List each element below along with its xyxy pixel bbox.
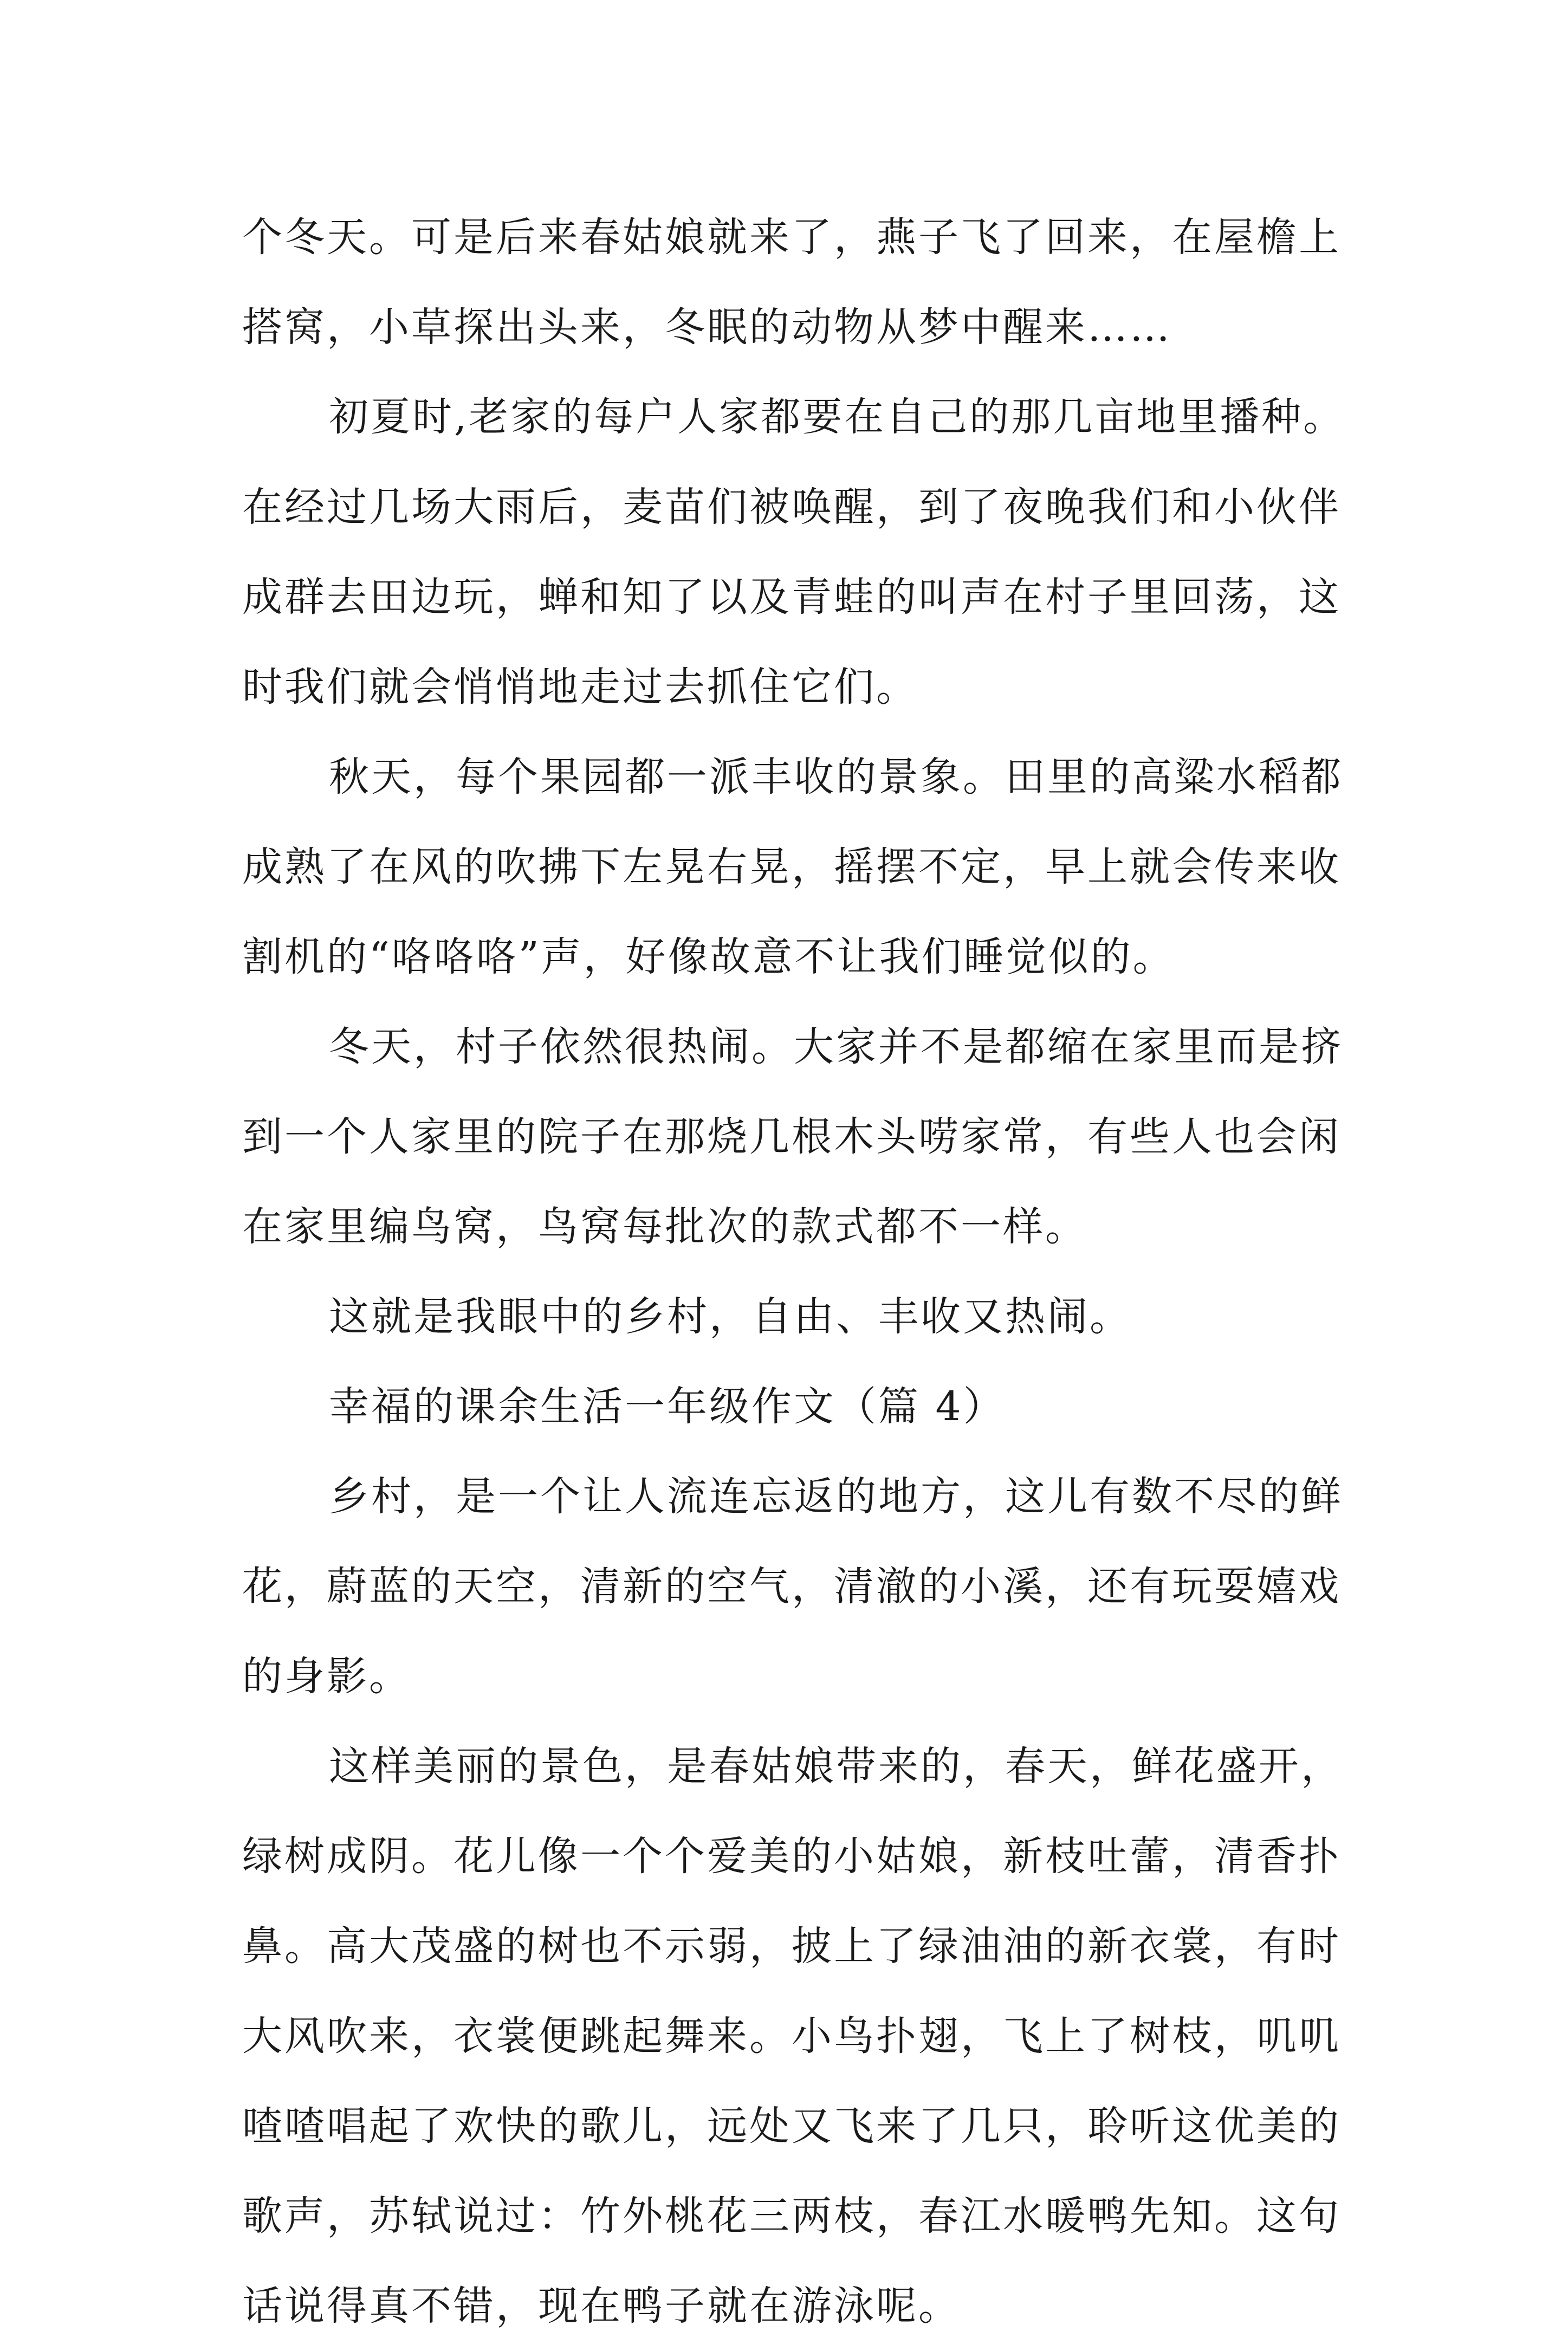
document-body <box>242 192 1347 2351</box>
text-line: 歌声，苏轼说过：竹外桃花三两枝，春江水暖鸭先知。这句 <box>242 2193 1341 2239</box>
section-heading: 幸福的课余生活一年级作文（篇 4） <box>329 1383 1006 1430</box>
text-line: 个冬天。可是后来春姑娘就来了，燕子飞了回来，在屋檐上 <box>242 214 1341 261</box>
text-line: 在家里编鸟窝，鸟窝每批次的款式都不一样。 <box>242 1203 1087 1250</box>
text-line: 喳喳唱起了欢快的歌儿，远处又飞来了几只，聆听这优美的 <box>242 2103 1341 2149</box>
text-line: 的身影。 <box>242 1653 411 1700</box>
text-line: 鼻。高大茂盛的树也不示弱，披上了绿油油的新衣裳，有时 <box>242 1923 1341 1970</box>
text-line: 到一个人家里的院子在那烧几根木头唠家常，有些人也会闲 <box>242 1113 1341 1160</box>
paragraph-start-line: 冬天，村子依然很热闹。大家并不是都缩在家里而是挤 <box>329 1024 1343 1070</box>
paragraph-start-line: 这就是我眼中的乡村，自由、丰收又热闹。 <box>329 1293 1132 1340</box>
text-line: 大风吹来，衣裳便跳起舞来。小鸟扑翅，飞上了树枝，叽叽 <box>242 2013 1341 2059</box>
text-line: 花，蔚蓝的天空，清新的空气，清澈的小溪，还有玩耍嬉戏 <box>242 1563 1341 1610</box>
paragraph-start-line: 秋天，每个果园都一派丰收的景象。田里的高粱水稻都 <box>329 754 1343 800</box>
text-line: 时我们就会悄悄地走过去抓住它们。 <box>242 664 918 710</box>
text-line: 割机的“咯咯咯”声，好像故意不让我们睡觉似的。 <box>242 934 1175 980</box>
text-line: 搭窝，小草探出头来，冬眠的动物从梦中醒来…… <box>242 304 1172 351</box>
text-line: 在经过几场大雨后，麦苗们被唤醒，到了夜晚我们和小伙伴 <box>242 484 1341 530</box>
paragraph-start-line: 这样美丽的景色，是春姑娘带来的，春天，鲜花盛开， <box>329 1743 1343 1790</box>
text-line: 成群去田边玩，蝉和知了以及青蛙的叫声在村子里回荡，这 <box>242 574 1341 620</box>
paragraph-start-line: 乡村，是一个让人流连忘返的地方，这儿有数不尽的鲜 <box>329 1473 1343 1520</box>
paragraph-start-line: 初夏时,老家的每户人家都要在自己的那几亩地里播种。 <box>329 394 1345 440</box>
text-line: 绿树成阴。花儿像一个个爱美的小姑娘，新枝吐蕾，清香扑 <box>242 1833 1341 1880</box>
text-line: 成熟了在风的吹拂下左晃右晃，摇摆不定，早上就会传来收 <box>242 844 1341 890</box>
text-line: 话说得真不错，现在鸭子就在游泳呢。 <box>242 2283 961 2329</box>
